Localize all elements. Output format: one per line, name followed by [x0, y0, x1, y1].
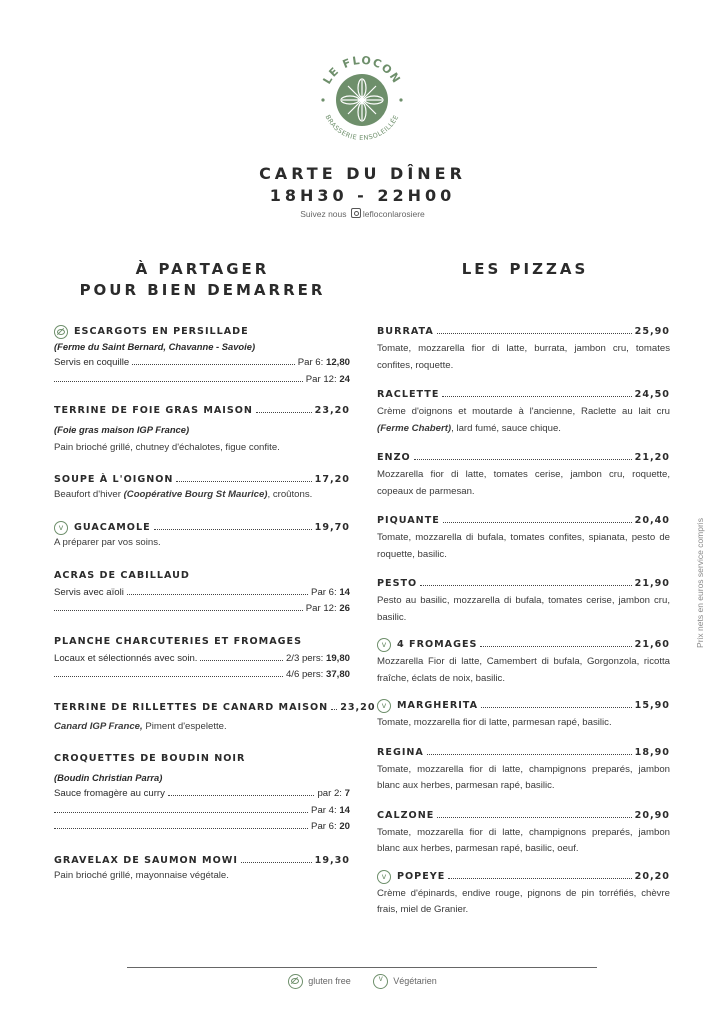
portion-label: Par 6: [297, 357, 324, 368]
gluten-free-icon [288, 974, 303, 989]
item-serving: Sauce fromagère au curry [54, 788, 165, 799]
item-name: REGINA [377, 746, 424, 758]
portion-label: Par 12: [305, 603, 337, 614]
section-title-line: POUR BIEN DEMARRER [79, 281, 326, 299]
item-name: POPEYE [397, 870, 446, 882]
item-name: PIQUANTE [377, 515, 440, 526]
menu-item-acras [54, 569, 350, 618]
item-name: TERRINE DE FOIE GRAS MAISON [54, 405, 253, 416]
legend [0, 974, 725, 989]
item-name: ACRAS DE CABILLAUD [54, 569, 190, 581]
price-note: Prix nets en euros service compris [695, 518, 705, 648]
desc-text: Piment d'espelette. [142, 720, 227, 732]
gluten-free-icon [54, 325, 68, 339]
follow-label: Suivez nous [300, 209, 347, 219]
item-name: CALZONE [377, 809, 435, 821]
portion-label: Par 6: [311, 586, 337, 598]
item-description: Tomate, mozzarella fior di latte, champignons preparés, jambon blanc aux herbes, parmesan rapé, basilic. [377, 763, 670, 791]
item-price: 12,80 [325, 357, 350, 368]
desc-text: Crème d'oignons et moutarde à l'ancienne, Raclette au lait cru [377, 406, 670, 417]
section-title-pizzas: LES PIZZAS [461, 260, 589, 278]
footer-divider [127, 967, 597, 968]
item-price: 14 [339, 586, 350, 598]
pizza-popeye [377, 870, 670, 919]
item-description: Mozzarella fior di latte, tomates cerise, jambon cru, roquette, copeaux de parmesan. [377, 469, 670, 497]
desc-origin: Canard IGP France, [54, 720, 143, 732]
item-name: BURRATA [377, 326, 434, 337]
legend-label: gluten free [308, 975, 351, 986]
pizza-calzone [377, 809, 670, 858]
brand-name: LE FLOCON [320, 53, 404, 87]
legend-label: Végétarien [393, 975, 437, 986]
item-name: ESCARGOTS EN PERSILLADE [74, 326, 249, 337]
item-name: MARGHERITA [397, 700, 478, 711]
item-name: SOUPE À L'OIGNON [54, 473, 174, 485]
service-hours: 18H30 - 22H00 [269, 186, 456, 205]
desc-text: Beaufort d'hiver [54, 488, 121, 500]
item-description: Crème d'épinards, endive rouge, pignons de pin torréfiés, chèvre frais, miel de Granier. [377, 887, 670, 915]
pizza-margherita [377, 699, 670, 732]
page-title: CARTE DU DÎNER [259, 164, 466, 183]
item-price: 20,20 [634, 870, 670, 882]
item-description: A préparer par vos soins. [54, 537, 161, 548]
item-price: 7 [344, 788, 350, 799]
item-description: Tomate, mozzarella fior di latte, parmesan rapé, basilic. [377, 717, 612, 728]
vegetarian-icon [377, 870, 391, 884]
menu-item-planche [54, 635, 350, 684]
item-price: 19,80 [325, 652, 350, 664]
item-description: Tomate, mozzarella fior di latte, champignons preparés, jambon blanc aux herbes, parmesan rapé, basilic, oeuf. [377, 826, 670, 854]
item-description: Tomate, mozzarella di bufala, tomates confites, spianata, pesto de roquette, basilic. [377, 532, 670, 560]
item-price: 19,70 [314, 522, 350, 533]
portion-label: Par 4: [311, 804, 337, 816]
section-title-line: À PARTAGER [135, 260, 270, 278]
menu-item-escargots [54, 325, 350, 388]
item-name: PESTO [377, 578, 418, 589]
portion-label: 2/3 pers: [285, 652, 324, 664]
menu-item-gravelax [54, 854, 350, 885]
desc-producer: (Coopérative Bourg St Maurice) [123, 488, 268, 500]
item-name: TERRINE DE RILLETTES DE CANARD MAISON [54, 701, 329, 713]
instagram-handle[interactable]: lefloconlarosiere [362, 209, 425, 219]
item-price: 17,20 [314, 473, 350, 485]
menu-item-guacamole [54, 521, 350, 552]
item-description: Mozzarella Fior di latte, Camembert di bufala, Gorgonzola, ricotta fraîche, éclats de noix, basilic. [377, 656, 670, 684]
item-serving: Servis en coquille [54, 357, 130, 368]
item-description: Tomate, mozzarella fior di latte, burrata, jambon cru, tomates confites, roquette. [377, 343, 670, 371]
item-description [54, 487, 350, 504]
item-price: 20,40 [634, 515, 670, 526]
item-name: GUACAMOLE [74, 522, 151, 533]
item-description: Pain brioché grillé, mayonnaise végétale. [54, 869, 229, 881]
vegetarian-icon [373, 974, 388, 989]
item-serving: Servis avec aïoli [54, 586, 124, 598]
item-price: 21,90 [634, 578, 670, 589]
legend-gluten-free [288, 974, 351, 989]
item-price: 26 [339, 603, 350, 614]
vegetarian-icon [54, 521, 68, 535]
item-name: GRAVELAX DE SAUMON MOWI [54, 854, 238, 866]
portion-label: par 2: [317, 788, 342, 799]
item-price: 37,80 [325, 669, 350, 680]
item-price: 20 [339, 821, 350, 832]
item-serving: Locaux et sélectionnés avec soin. [54, 652, 198, 664]
pizza-enzo [377, 451, 670, 500]
item-name: CROQUETTES DE BOUDIN NOIR [54, 753, 246, 764]
item-name: RACLETTE [377, 389, 440, 400]
desc-text: , lard fumé, sauce chique. [451, 422, 561, 434]
vegetarian-icon [377, 699, 391, 713]
menu-item-foie-gras [54, 404, 350, 457]
pizza-raclette [377, 388, 670, 437]
menu-item-rillettes [54, 701, 376, 736]
brand-subtitle: BRASSERIE ENSOLEILLÉE [323, 113, 401, 143]
brand-logo [312, 50, 412, 150]
pizza-piquante [377, 514, 670, 563]
social-follow [0, 208, 725, 219]
portion-label: Par 12: [305, 373, 337, 385]
item-origin: (Foie gras maison IGP France) [54, 424, 190, 435]
item-description: Pesto au basilic, mozzarella di bufala, tomates cerise, jambon cru, basilic. [377, 595, 670, 623]
item-origin: (Ferme du Saint Bernard, Chavanne - Savoie) [54, 341, 256, 352]
portion-label: 4/6 pers: [285, 669, 324, 680]
instagram-icon [351, 208, 361, 218]
item-description [54, 719, 350, 736]
item-name: ENZO [377, 452, 411, 463]
item-name: 4 FROMAGES [397, 639, 478, 650]
pizza-4-fromages [377, 638, 670, 687]
item-price: 25,90 [634, 326, 670, 337]
desc-text: , croûtons. [267, 488, 313, 500]
menu-item-soupe [54, 473, 350, 504]
item-price: 23,20 [314, 405, 350, 416]
menu-item-croquettes [54, 752, 350, 836]
item-price: 19,30 [314, 854, 350, 866]
item-description: Pain brioché grillé, chutney d'échalotes, figue confite. [54, 442, 280, 453]
item-price: 15,90 [634, 700, 670, 711]
starters-column [54, 325, 376, 884]
pizza-pesto [377, 577, 670, 626]
item-price: 21,20 [634, 452, 670, 463]
item-price: 20,90 [634, 809, 670, 821]
item-price: 24,50 [634, 389, 670, 400]
pizzas-column [377, 325, 670, 919]
pizza-regina [377, 746, 670, 795]
item-price: 14 [339, 804, 350, 816]
item-price: 21,60 [634, 639, 670, 650]
portion-label: Par 6: [311, 821, 337, 832]
item-price: 23,20 [340, 701, 376, 713]
item-name: PLANCHE CHARCUTERIES ET FROMAGES [54, 635, 302, 647]
item-price: 18,90 [634, 746, 670, 758]
item-origin: (Boudin Christian Parra) [54, 772, 163, 783]
item-description [377, 404, 670, 437]
section-title-starters [40, 259, 365, 301]
item-price: 24 [339, 373, 350, 385]
legend-vegetarian [373, 974, 437, 989]
vegetarian-icon [377, 638, 391, 652]
pizza-burrata [377, 325, 670, 374]
desc-producer: (Ferme Chabert) [377, 422, 452, 434]
